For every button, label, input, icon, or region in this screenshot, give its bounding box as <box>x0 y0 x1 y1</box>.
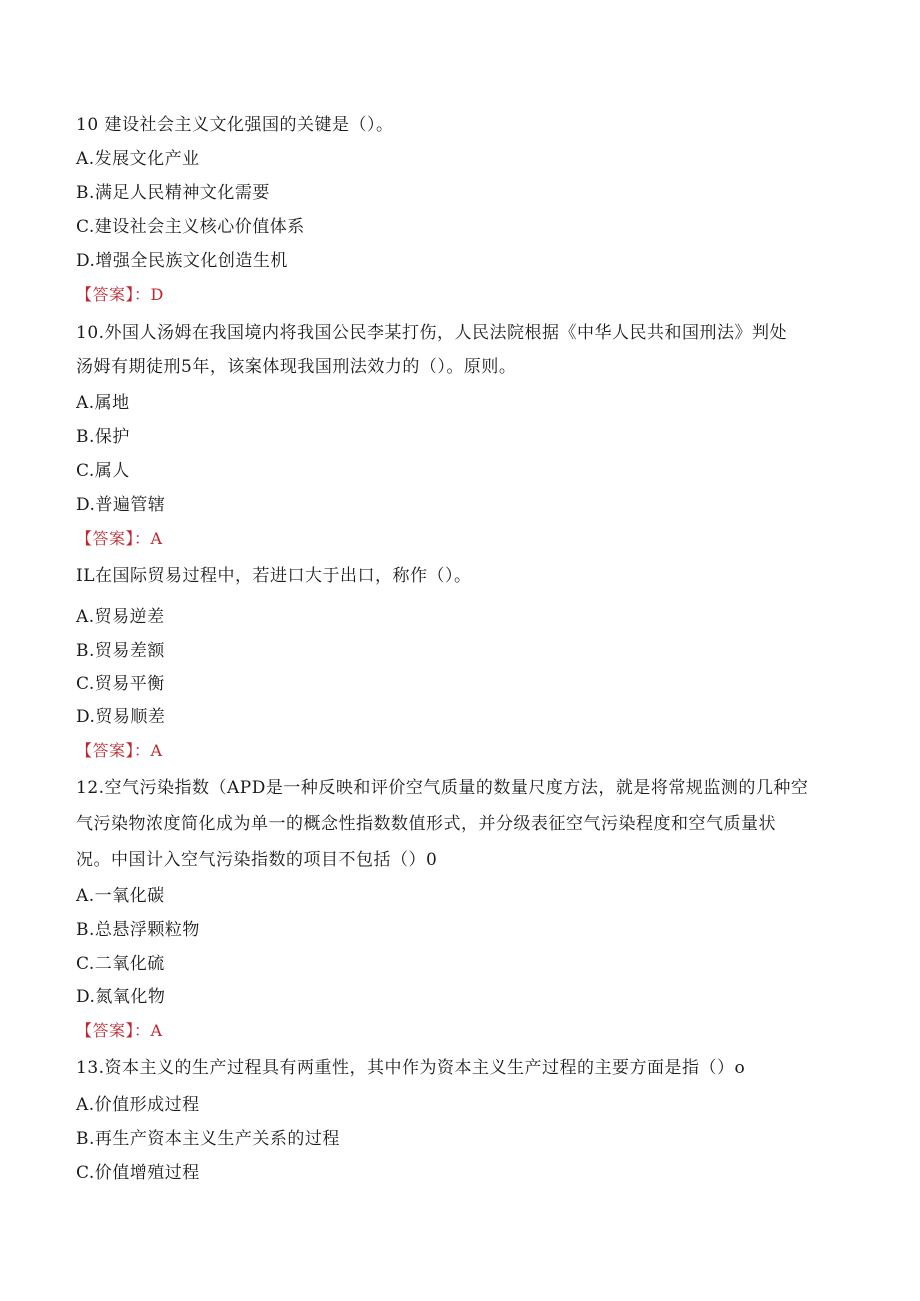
option-d: D.普遍管辖 <box>76 495 166 515</box>
option-b: B.再生产资本主义生产关系的过程 <box>76 1129 340 1149</box>
option-c: C.贸易平衡 <box>76 674 165 694</box>
option-c: C.价值增殖过程 <box>76 1163 200 1183</box>
answer-value: A <box>150 1021 163 1040</box>
question-stem: IL在国际贸易过程中，若进口大于出口，称作（）。 <box>76 566 472 586</box>
question-stem-cont: 汤姆有期徒刑5年，该案体现我国刑法效力的（）。原则。 <box>76 357 517 377</box>
answer-value: A <box>150 741 163 760</box>
question-stem: 10.外国人汤姆在我国境内将我国公民李某打伤，人民法院根据《中华人民共和国刑法》判处 <box>76 323 788 343</box>
option-d: D.贸易顺差 <box>76 707 166 727</box>
question-stem: 12.空气污染指数（APD是一种反映和评价空气质量的数量尺度方法，就是将常规监测的几种空 <box>76 778 809 798</box>
option-c: C.二氧化硫 <box>76 954 165 974</box>
answer-line <box>76 528 163 550</box>
option-d: D.氮氧化物 <box>76 987 166 1007</box>
question-stem: 13.资本主义的生产过程具有两重性，其中作为资本主义生产过程的主要方面是指（）o <box>76 1058 746 1078</box>
option-a: A.一氧化碳 <box>76 886 165 906</box>
option-c: C.建设社会主义核心价值体系 <box>76 217 305 237</box>
answer-line <box>76 1020 163 1042</box>
option-c: C.属人 <box>76 461 130 481</box>
option-b: B.贸易差额 <box>76 641 165 661</box>
option-a: A.属地 <box>76 393 130 413</box>
answer-label: 【答案】： <box>76 1021 151 1040</box>
option-b: B.保护 <box>76 427 130 447</box>
option-b: B.总悬浮颗粒物 <box>76 920 200 940</box>
question-stem-cont: 气污染物浓度简化成为单一的概念性指数数值形式，并分级表征空气污染程度和空气质量状 <box>76 814 776 834</box>
answer-value: A <box>150 529 163 548</box>
answer-line <box>76 740 163 762</box>
option-a: A.贸易逆差 <box>76 607 165 627</box>
answer-label: 【答案】： <box>76 285 151 304</box>
answer-label: 【答案】： <box>76 529 151 548</box>
option-a: A.价值形成过程 <box>76 1095 200 1115</box>
answer-label: 【答案】： <box>76 741 151 760</box>
answer-value: D <box>150 285 164 304</box>
option-b: B.满足人民精神文化需要 <box>76 183 270 203</box>
option-d: D.增强全民族文化创造生机 <box>76 251 288 271</box>
answer-line <box>76 284 164 306</box>
question-stem: 10 建设社会主义文化强国的关键是（）。 <box>76 115 394 135</box>
option-a: A.发展文化产业 <box>76 149 200 169</box>
question-stem-cont: 况。中国计入空气污染指数的项目不包括（）0 <box>76 850 438 870</box>
